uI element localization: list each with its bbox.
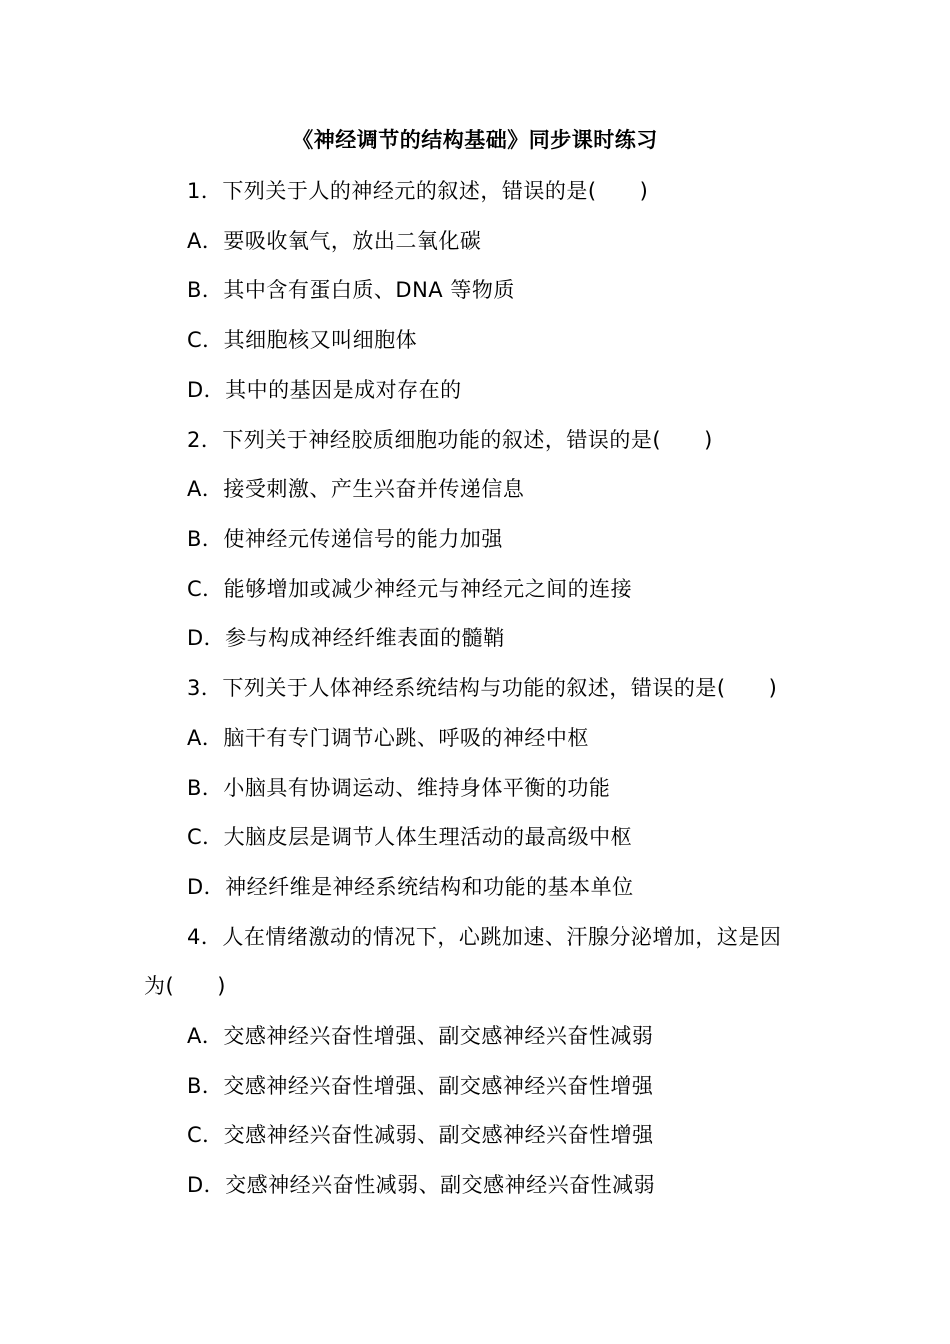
question-number: 2．	[187, 428, 223, 452]
question-2-option-c	[187, 573, 632, 605]
question-text: 下列关于神经胶质细胞功能的叙述，错误的是	[222, 428, 653, 452]
question-3-stem	[187, 672, 777, 704]
question-4-option-c	[187, 1119, 654, 1151]
option-label: D．	[187, 378, 226, 402]
option-label: B．	[187, 278, 224, 302]
option-text: 交感神经兴奋性减弱、副交感神经兴奋性减弱	[225, 1173, 656, 1197]
option-label: B．	[187, 527, 224, 551]
question-1-option-d	[187, 374, 462, 406]
question-4-option-a	[187, 1020, 653, 1052]
question-4-option-b	[187, 1070, 653, 1102]
question-number: 4．	[187, 925, 223, 949]
option-label: A．	[187, 1024, 224, 1048]
question-3-option-a	[187, 722, 589, 754]
question-text-continued: 为	[144, 974, 166, 998]
question-1-option-b	[187, 274, 515, 306]
question-3-option-b	[187, 772, 610, 804]
question-number: 3．	[187, 676, 223, 700]
option-text: 小脑具有协调运动、维持身体平衡的功能	[223, 776, 611, 800]
option-text: 能够增加或减少神经元与神经元之间的连接	[223, 577, 633, 601]
question-4-stem	[187, 921, 781, 953]
option-label: B．	[187, 776, 224, 800]
option-label: C．	[187, 825, 224, 849]
question-3-option-d	[187, 871, 634, 903]
question-2-option-d	[187, 622, 505, 654]
answer-blank: ( )	[716, 676, 778, 700]
option-text: 交感神经兴奋性减弱、副交感神经兴奋性增强	[223, 1123, 654, 1147]
answer-blank: ( )	[587, 179, 649, 203]
option-text: 使神经元传递信号的能力加强	[223, 527, 503, 551]
option-text: 大脑皮层是调节人体生理活动的最高级中枢	[223, 825, 633, 849]
option-text: 脑干有专门调节心跳、呼吸的神经中枢	[223, 726, 589, 750]
option-text: 参与构成神经纤维表面的髓鞘	[225, 626, 505, 650]
question-1-option-a	[187, 225, 481, 257]
option-text: 神经纤维是神经系统结构和功能的基本单位	[225, 875, 634, 899]
question-text: 下列关于人体神经系统结构与功能的叙述，错误的是	[222, 676, 717, 700]
option-label: C．	[187, 577, 224, 601]
question-text: 下列关于人的神经元的叙述，错误的是	[222, 179, 588, 203]
option-label: B．	[187, 1074, 224, 1098]
option-text: 交感神经兴奋性增强、副交感神经兴奋性减弱	[223, 1024, 654, 1048]
option-label: D．	[187, 1173, 226, 1197]
option-label: C．	[187, 1123, 224, 1147]
option-label: A．	[187, 477, 224, 501]
option-text: 要吸收氧气，放出二氧化碳	[223, 229, 482, 253]
option-text: 其中含有蛋白质、DNA 等物质	[223, 278, 515, 302]
question-3-option-c	[187, 821, 632, 853]
document-title: 《神经调节的结构基础》同步课时练习	[292, 128, 658, 152]
question-2-stem	[187, 424, 713, 456]
option-text: 其细胞核又叫细胞体	[223, 328, 418, 352]
option-text: 接受刺激、产生兴奋并传递信息	[223, 477, 525, 501]
option-label: C．	[187, 328, 224, 352]
answer-blank: ( )	[652, 428, 713, 452]
question-2-option-b	[187, 523, 503, 555]
option-text: 其中的基因是成对存在的	[225, 378, 462, 402]
question-2-option-a	[187, 473, 524, 505]
question-number: 1．	[187, 179, 223, 203]
question-4-stem-continued	[144, 970, 226, 1002]
question-1-option-c	[187, 324, 417, 356]
option-label: D．	[187, 875, 226, 899]
question-4-option-d	[187, 1169, 655, 1201]
option-text: 交感神经兴奋性增强、副交感神经兴奋性增强	[223, 1074, 654, 1098]
question-text: 人在情绪激动的情况下，心跳加速、汗腺分泌增加，这是因	[222, 925, 782, 949]
option-label: A．	[187, 229, 224, 253]
answer-blank: ( )	[165, 974, 226, 998]
option-label: D．	[187, 626, 226, 650]
question-1-stem	[187, 175, 648, 207]
option-label: A．	[187, 726, 224, 750]
